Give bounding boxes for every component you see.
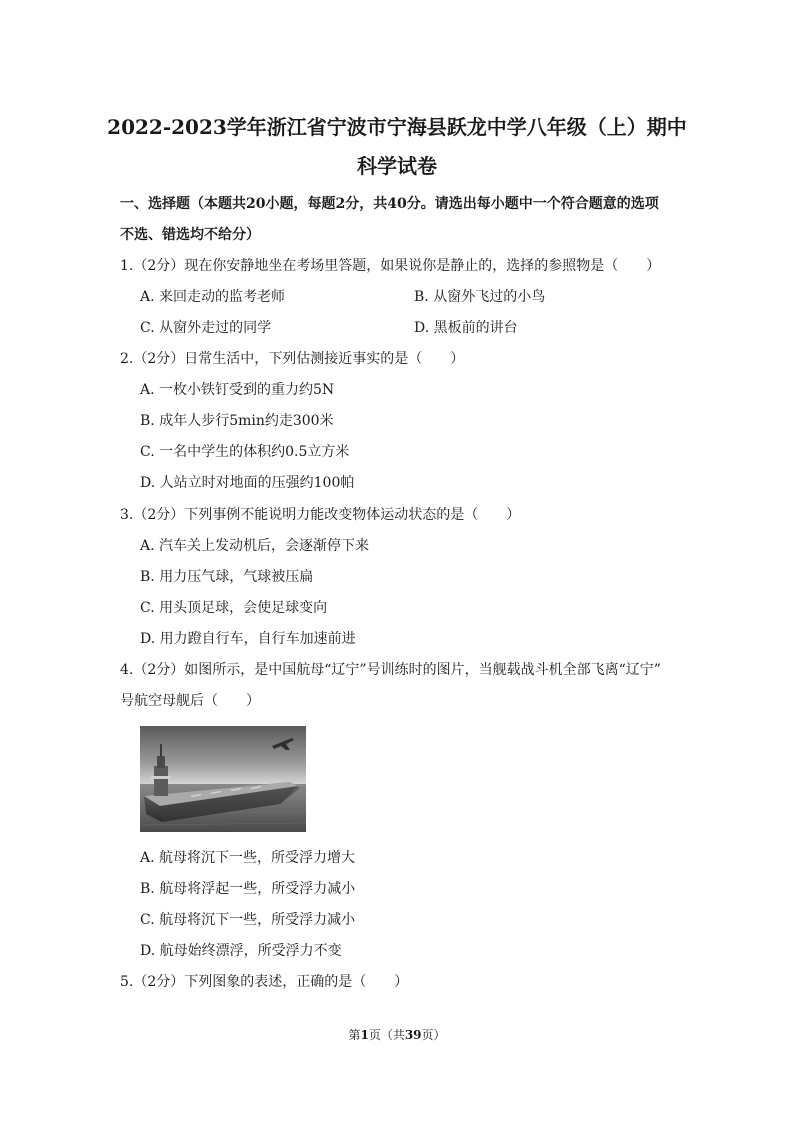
aircraft-carrier-photo <box>140 726 306 832</box>
footer-mid: 页（共 <box>368 1028 405 1042</box>
question-3-option-c: C. 用头顶足球，会使足球变向 <box>140 600 328 616</box>
question-4-stem-line2: 号航空母舰后（ ） <box>120 693 260 709</box>
question-3-stem: 3.（2分）下列事例不能说明力能改变物体运动状态的是（ ） <box>120 507 521 523</box>
question-3-option-d: D. 用力蹬自行车，自行车加速前进 <box>140 631 356 647</box>
page-footer <box>0 1026 794 1044</box>
question-4-option-d: D. 航母始终漂浮，所受浮力不变 <box>140 943 342 959</box>
question-1-option-a: A. 来回走动的监考老师 <box>140 289 286 305</box>
question-4-option-c: C. 航母将沉下一些，所受浮力减小 <box>140 912 356 928</box>
question-1-stem: 1.（2分）现在你安静地坐在考场里答题，如果说你是静止的，选择的参照物是（ ） <box>120 258 661 274</box>
question-5-stem: 5.（2分）下列图象的表述，正确的是（ ） <box>120 974 409 990</box>
question-2-option-a: A. 一枚小铁钉受到的重力约5N <box>140 382 335 398</box>
question-1-option-d: D. 黑板前的讲台 <box>414 320 518 336</box>
question-4-option-a: A. 航母将沉下一些，所受浮力增大 <box>140 850 356 866</box>
question-4-option-b: B. 航母将浮起一些，所受浮力减小 <box>140 881 356 897</box>
question-2-option-b: B. 成年人步行5min约走300米 <box>140 413 334 429</box>
footer-prefix: 第 <box>348 1028 361 1042</box>
footer-page-number: 1 <box>360 1028 369 1042</box>
exam-title-line2: 科学试卷 <box>357 154 437 178</box>
question-2-option-d: D. 人站立时对地面的压强约100帕 <box>140 475 355 491</box>
question-3-option-a: A. 汽车关上发动机后，会逐渐停下来 <box>140 538 370 554</box>
question-2-stem: 2.（2分）日常生活中，下列估测接近事实的是（ ） <box>120 351 465 367</box>
question-4-stem-line1: 4.（2分）如图所示，是中国航母“辽宁”号训练时的图片，当舰载战斗机全部飞离“辽宁” <box>120 662 661 678</box>
footer-total-pages: 39 <box>404 1028 422 1042</box>
question-1-option-c: C. 从窗外走过的同学 <box>140 320 272 336</box>
exam-title-line1: 2022-2023学年浙江省宁波市宁海县跃龙中学八年级（上）期中 <box>107 115 687 139</box>
section-heading-line1: 一、选择题（本题共20小题，每题2分，共40分。请选出每小题中一个符合题意的选项 <box>120 196 659 212</box>
question-2-option-c: C. 一名中学生的体积约0.5立方米 <box>140 444 350 460</box>
question-1-option-b: B. 从窗外飞过的小鸟 <box>414 289 546 305</box>
footer-suffix: 页） <box>421 1028 446 1042</box>
question-3-option-b: B. 用力压气球，气球被压扁 <box>140 569 314 585</box>
section-heading-line2: 不选、错选均不给分） <box>120 227 260 243</box>
